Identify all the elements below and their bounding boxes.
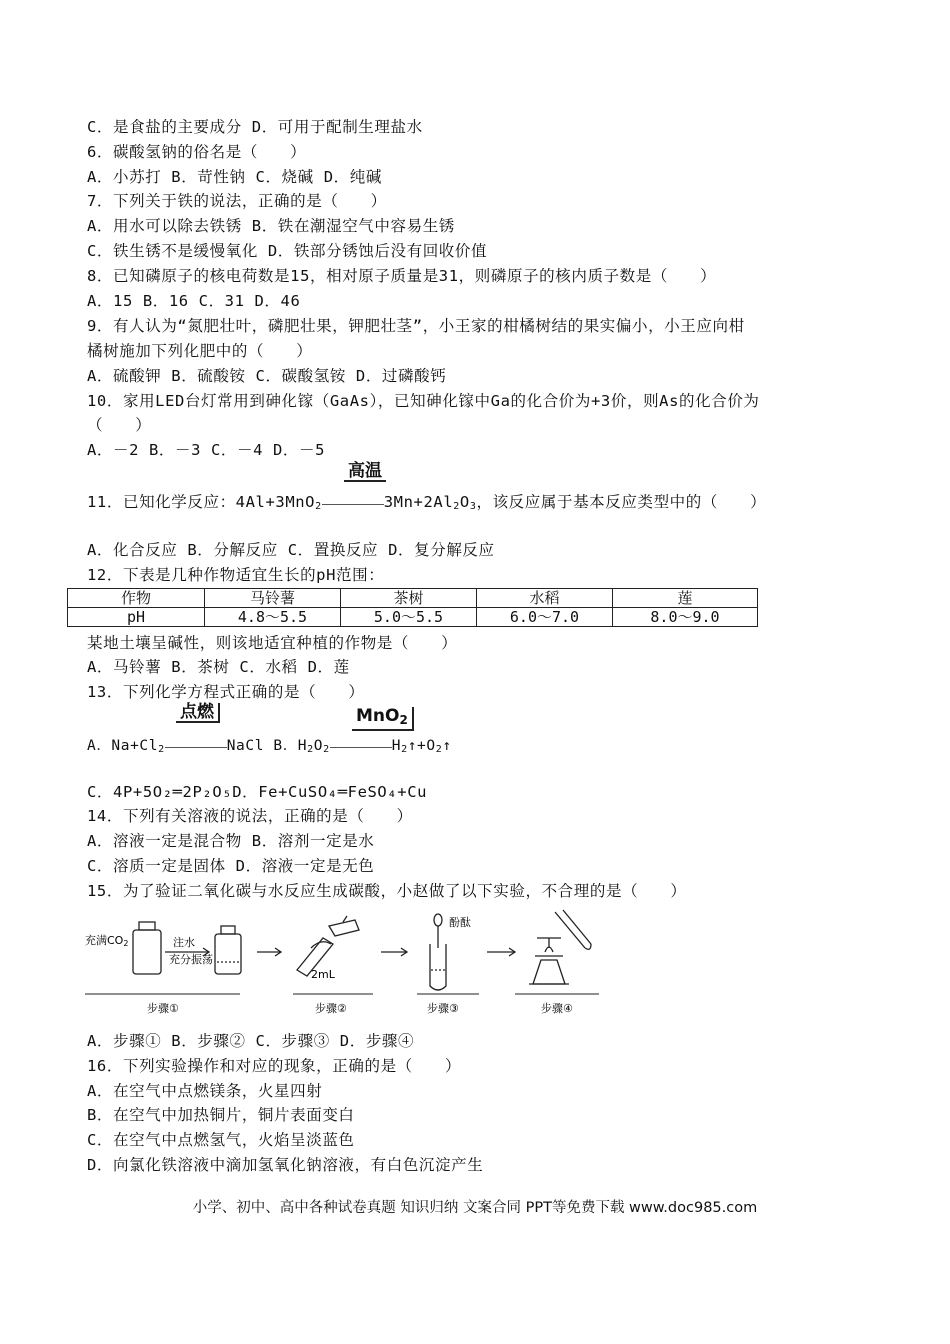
table-cell: pH [68, 608, 205, 627]
q10-stem-line1: 10．家用LED台灯常用到砷化镓（GaAs），已知砷化镓中Ga的化合价为+3价，则As的化合价为 [87, 392, 760, 410]
q8-stem: 8．已知磷原子的核电荷数是15，相对原子质量是31，则磷原子的核内质子数是（ ） [87, 267, 717, 285]
q9-stem-line1: 9．有人认为“氮肥壮叶，磷肥壮果，钾肥壮茎”，小王家的柑橘树结的果实偏小，小王应向柑 [87, 317, 745, 335]
reaction-condition-ignite: 点燃 [176, 703, 220, 723]
table-header-cell: 作物 [68, 589, 205, 608]
water-label: 注水 [173, 936, 195, 949]
table-cell: 8.0～9.0 [613, 608, 758, 627]
reaction-condition-catalyst: MnO2 [352, 707, 414, 731]
ph-range-table [67, 588, 758, 627]
q6-stem: 6．碳酸氢钠的俗名是（ ） [87, 143, 307, 161]
indicator-label: 酚酞 [449, 916, 471, 929]
q14-stem: 14．下列有关溶液的说法，正确的是（ ） [87, 807, 413, 825]
q12-options: A．马铃薯 B．茶树 C．水稻 D．莲 [87, 658, 350, 676]
q16-option-b: B．在空气中加热铜片，铜片表面变白 [87, 1106, 355, 1124]
reaction-arrow-line [330, 733, 392, 748]
q7-options-ab: A．用水可以除去铁锈 B．铁在潮湿空气中容易生锈 [87, 217, 455, 235]
step4-label: 步骤④ [541, 1002, 573, 1015]
reaction-arrow-line [165, 733, 227, 748]
co2-label: 充满CO2 [85, 934, 129, 948]
arrow-icon [257, 948, 281, 956]
q9-stem-line2: 橘树施加下列化肥中的（ ） [87, 342, 313, 360]
q7-options-cd: C．铁生锈不是缓慢氧化 D．铁部分锈蚀后没有回收价值 [87, 242, 488, 260]
shake-label: 充分振荡 [169, 953, 213, 966]
step1-label: 步骤① [147, 1002, 179, 1015]
q10-stem-line2: （ ） [87, 416, 152, 434]
table-header-cell: 莲 [613, 589, 758, 608]
page-footer: 小学、初中、高中各种试卷真题 知识归纳 文案合同 PPT等免费下载 www.doc985.com [192, 1200, 758, 1216]
reaction-arrow-line [322, 490, 384, 505]
step2-pouring [297, 916, 359, 976]
q10-options: A．－2 B．－3 C．－4 D．－5 [87, 441, 326, 459]
q12-substem: 某地土壤呈碱性，则该地适宜种植的作物是（ ） [87, 634, 458, 652]
step3-label: 步骤③ [427, 1002, 459, 1015]
table-header-cell: 水稻 [477, 589, 613, 608]
table-header-cell: 茶树 [341, 589, 477, 608]
arrow-icon [487, 948, 515, 956]
table-cell: 4.8～5.5 [205, 608, 341, 627]
q16-option-c: C．在空气中点燃氢气，火焰呈淡蓝色 [87, 1131, 355, 1149]
q11-stem: 11．已知化学反应：4Al+3MnO$_2$ $3Mn+2Al_2O_3$，该反应属于基本反应类型中的（ ） [87, 490, 766, 517]
step2-label: 步骤② [315, 1002, 347, 1015]
step3-dropper [430, 914, 446, 990]
reaction-condition-high-temp: 高温 [344, 462, 386, 482]
q14-options-ab: A．溶液一定是混合物 B．溶剂一定是水 [87, 832, 375, 850]
arrow-icon [381, 948, 407, 956]
experiment-steps-figure [85, 908, 615, 1016]
q13-stem: 13．下列化学方程式正确的是（ ） [87, 683, 365, 701]
q5-options-cd: C．是食盐的主要成分 D．可用于配制生理盐水 [87, 118, 423, 136]
table-cell: 5.0～5.5 [341, 608, 477, 627]
step4-heating [529, 910, 591, 984]
volume-label: 2mL [311, 968, 335, 981]
q11-options: A．化合反应 B．分解反应 C．置换反应 D．复分解反应 [87, 541, 495, 559]
table-cell: 6.0～7.0 [477, 608, 613, 627]
q16-option-a: A．在空气中点燃镁条，火星四射 [87, 1082, 323, 1100]
table-row [68, 608, 758, 627]
q9-options: A．硫酸钾 B．硫酸铵 C．碳酸氢铵 D．过磷酸钙 [87, 367, 447, 385]
q7-stem: 7．下列关于铁的说法，正确的是（ ） [87, 192, 387, 210]
q15-stem: 15．为了验证二氧化碳与水反应生成碳酸，小赵做了以下实验，不合理的是（ ） [87, 882, 687, 900]
q12-stem: 12．下表是几种作物适宜生长的pH范围： [87, 566, 385, 584]
q13-options-cd: C．4P+5O₂═2P₂O₅D．Fe+CuSO₄═FeSO₄+Cu [87, 783, 428, 801]
q14-options-cd: C．溶质一定是固体 D．溶液一定是无色 [87, 857, 375, 875]
table-row [68, 589, 758, 608]
q15-options: A．步骤① B．步骤② C．步骤③ D．步骤④ [87, 1032, 415, 1050]
q16-stem: 16．下列实验操作和对应的现象，正确的是（ ） [87, 1057, 462, 1075]
q13-options-ab: A．$Na+Cl_2$ NaCl B．$H_2O_2$ $H_2↑+O_2↑$ [87, 733, 452, 760]
q16-option-d: D．向氯化铁溶液中滴加氢氧化钠溶液，有白色沉淀产生 [87, 1156, 484, 1174]
q8-options: A．15 B．16 C．31 D．46 [87, 292, 301, 310]
table-header-cell: 马铃薯 [205, 589, 341, 608]
q6-options: A．小苏打 B．苛性钠 C．烧碱 D．纯碱 [87, 168, 382, 186]
